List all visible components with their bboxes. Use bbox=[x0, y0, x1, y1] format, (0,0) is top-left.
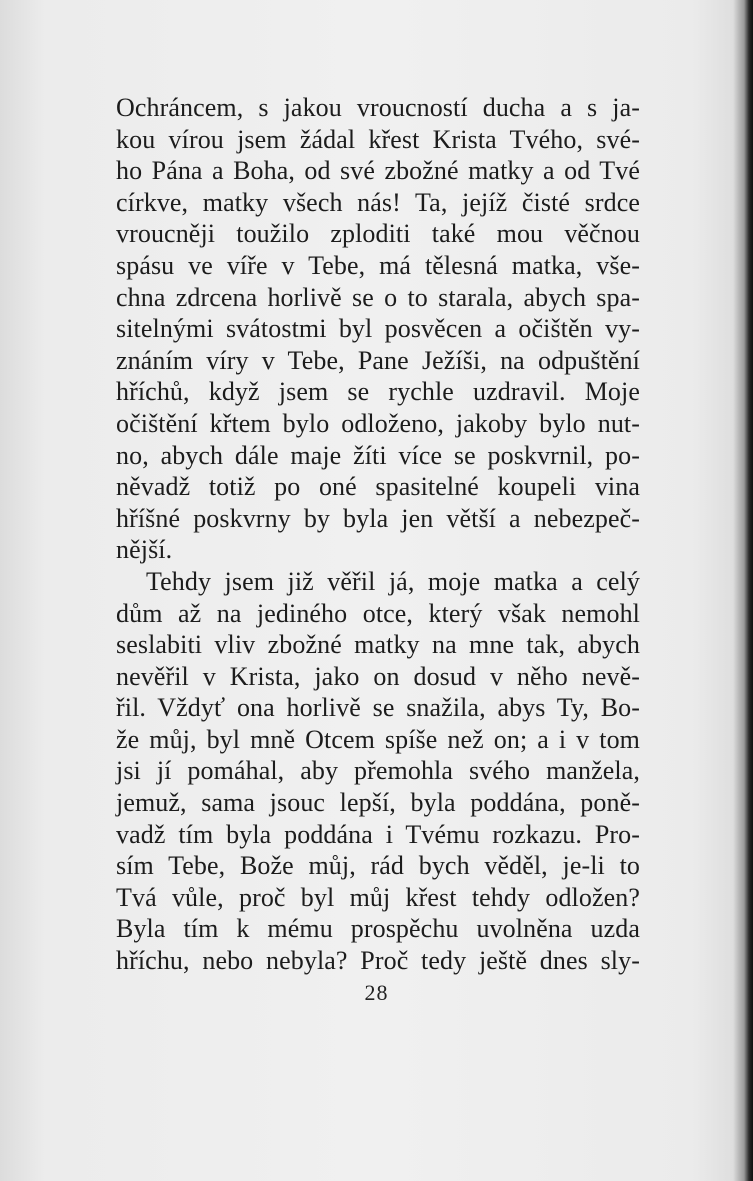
text-line: chna zdrcena horlivě se o to starala, abych spa- bbox=[116, 282, 640, 312]
text-line: nevěřil v Krista, jako on dosud v něho nevě- bbox=[116, 661, 640, 691]
text-line: kou vírou jsem žádal křest Krista Tvého, své- bbox=[116, 124, 640, 154]
text-line: očištění křtem bylo odloženo, jakoby bylo nut- bbox=[116, 408, 640, 438]
text-line: ho Pána a Boha, od své zbožné matky a od Tvé bbox=[116, 156, 640, 186]
text-line: nější. bbox=[116, 535, 173, 565]
text-line: seslabiti vliv zbožné matky na mne tak, abych bbox=[116, 630, 640, 660]
text-line: že můj, byl mně Otcem spíše než on; a i v tom bbox=[116, 724, 640, 754]
text-line: dům až na jediného otce, který však nemohl bbox=[116, 598, 640, 628]
text-line: řil. Vždyť ona horlivě se snažila, abys Ty, Bo- bbox=[116, 693, 640, 723]
text-line: něvadž totiž po oné spasitelné koupeli vina bbox=[116, 472, 640, 502]
text-line: no, abych dále maje žíti více se poskvrnil, po- bbox=[116, 440, 640, 470]
text-line: sím Tebe, Bože můj, rád bych věděl, je-li to bbox=[116, 851, 640, 881]
text-line: jemuž, sama jsouc lepší, byla poddána, poně- bbox=[116, 788, 640, 818]
text-line: Byla tím k mému prospěchu uvolněna uzda bbox=[116, 914, 640, 944]
text-line: Tehdy jsem již věřil já, moje matka a celý bbox=[146, 566, 640, 596]
text-line: vroucněji toužilo zploditi také mou věčnou bbox=[116, 219, 640, 249]
body-text bbox=[116, 92, 640, 977]
text-line: Ochráncem, s jakou vroucností ducha a s ja- bbox=[116, 93, 640, 122]
text-line: hříchů, když jsem se rychle uzdravil. Moje bbox=[116, 377, 640, 407]
text-line: vadž tím byla poddána i Tvému rozkazu. Pro- bbox=[116, 819, 640, 849]
text-line: jsi jí pomáhal, aby přemohla svého manžela, bbox=[116, 756, 640, 786]
text-line: spásu ve víře v Tebe, má tělesná matka, vše- bbox=[116, 250, 640, 280]
text-line: Tvá vůle, proč byl můj křest tehdy odložen? bbox=[116, 882, 640, 912]
text-line: znáním víry v Tebe, Pane Ježíši, na odpuštění bbox=[116, 345, 640, 375]
text-line: sitelnými svátostmi byl posvěcen a očištěn vy- bbox=[116, 314, 640, 344]
page-number: 28 bbox=[364, 980, 389, 1005]
text-line: církve, matky všech nás! Ta, jejíž čisté srdce bbox=[116, 187, 640, 217]
text-line: hříchu, nebo nebyla? Proč tedy ještě dnes sly- bbox=[116, 946, 640, 976]
text-line: hříšné poskvrny by byla jen větší a nebezpeč- bbox=[116, 503, 640, 533]
